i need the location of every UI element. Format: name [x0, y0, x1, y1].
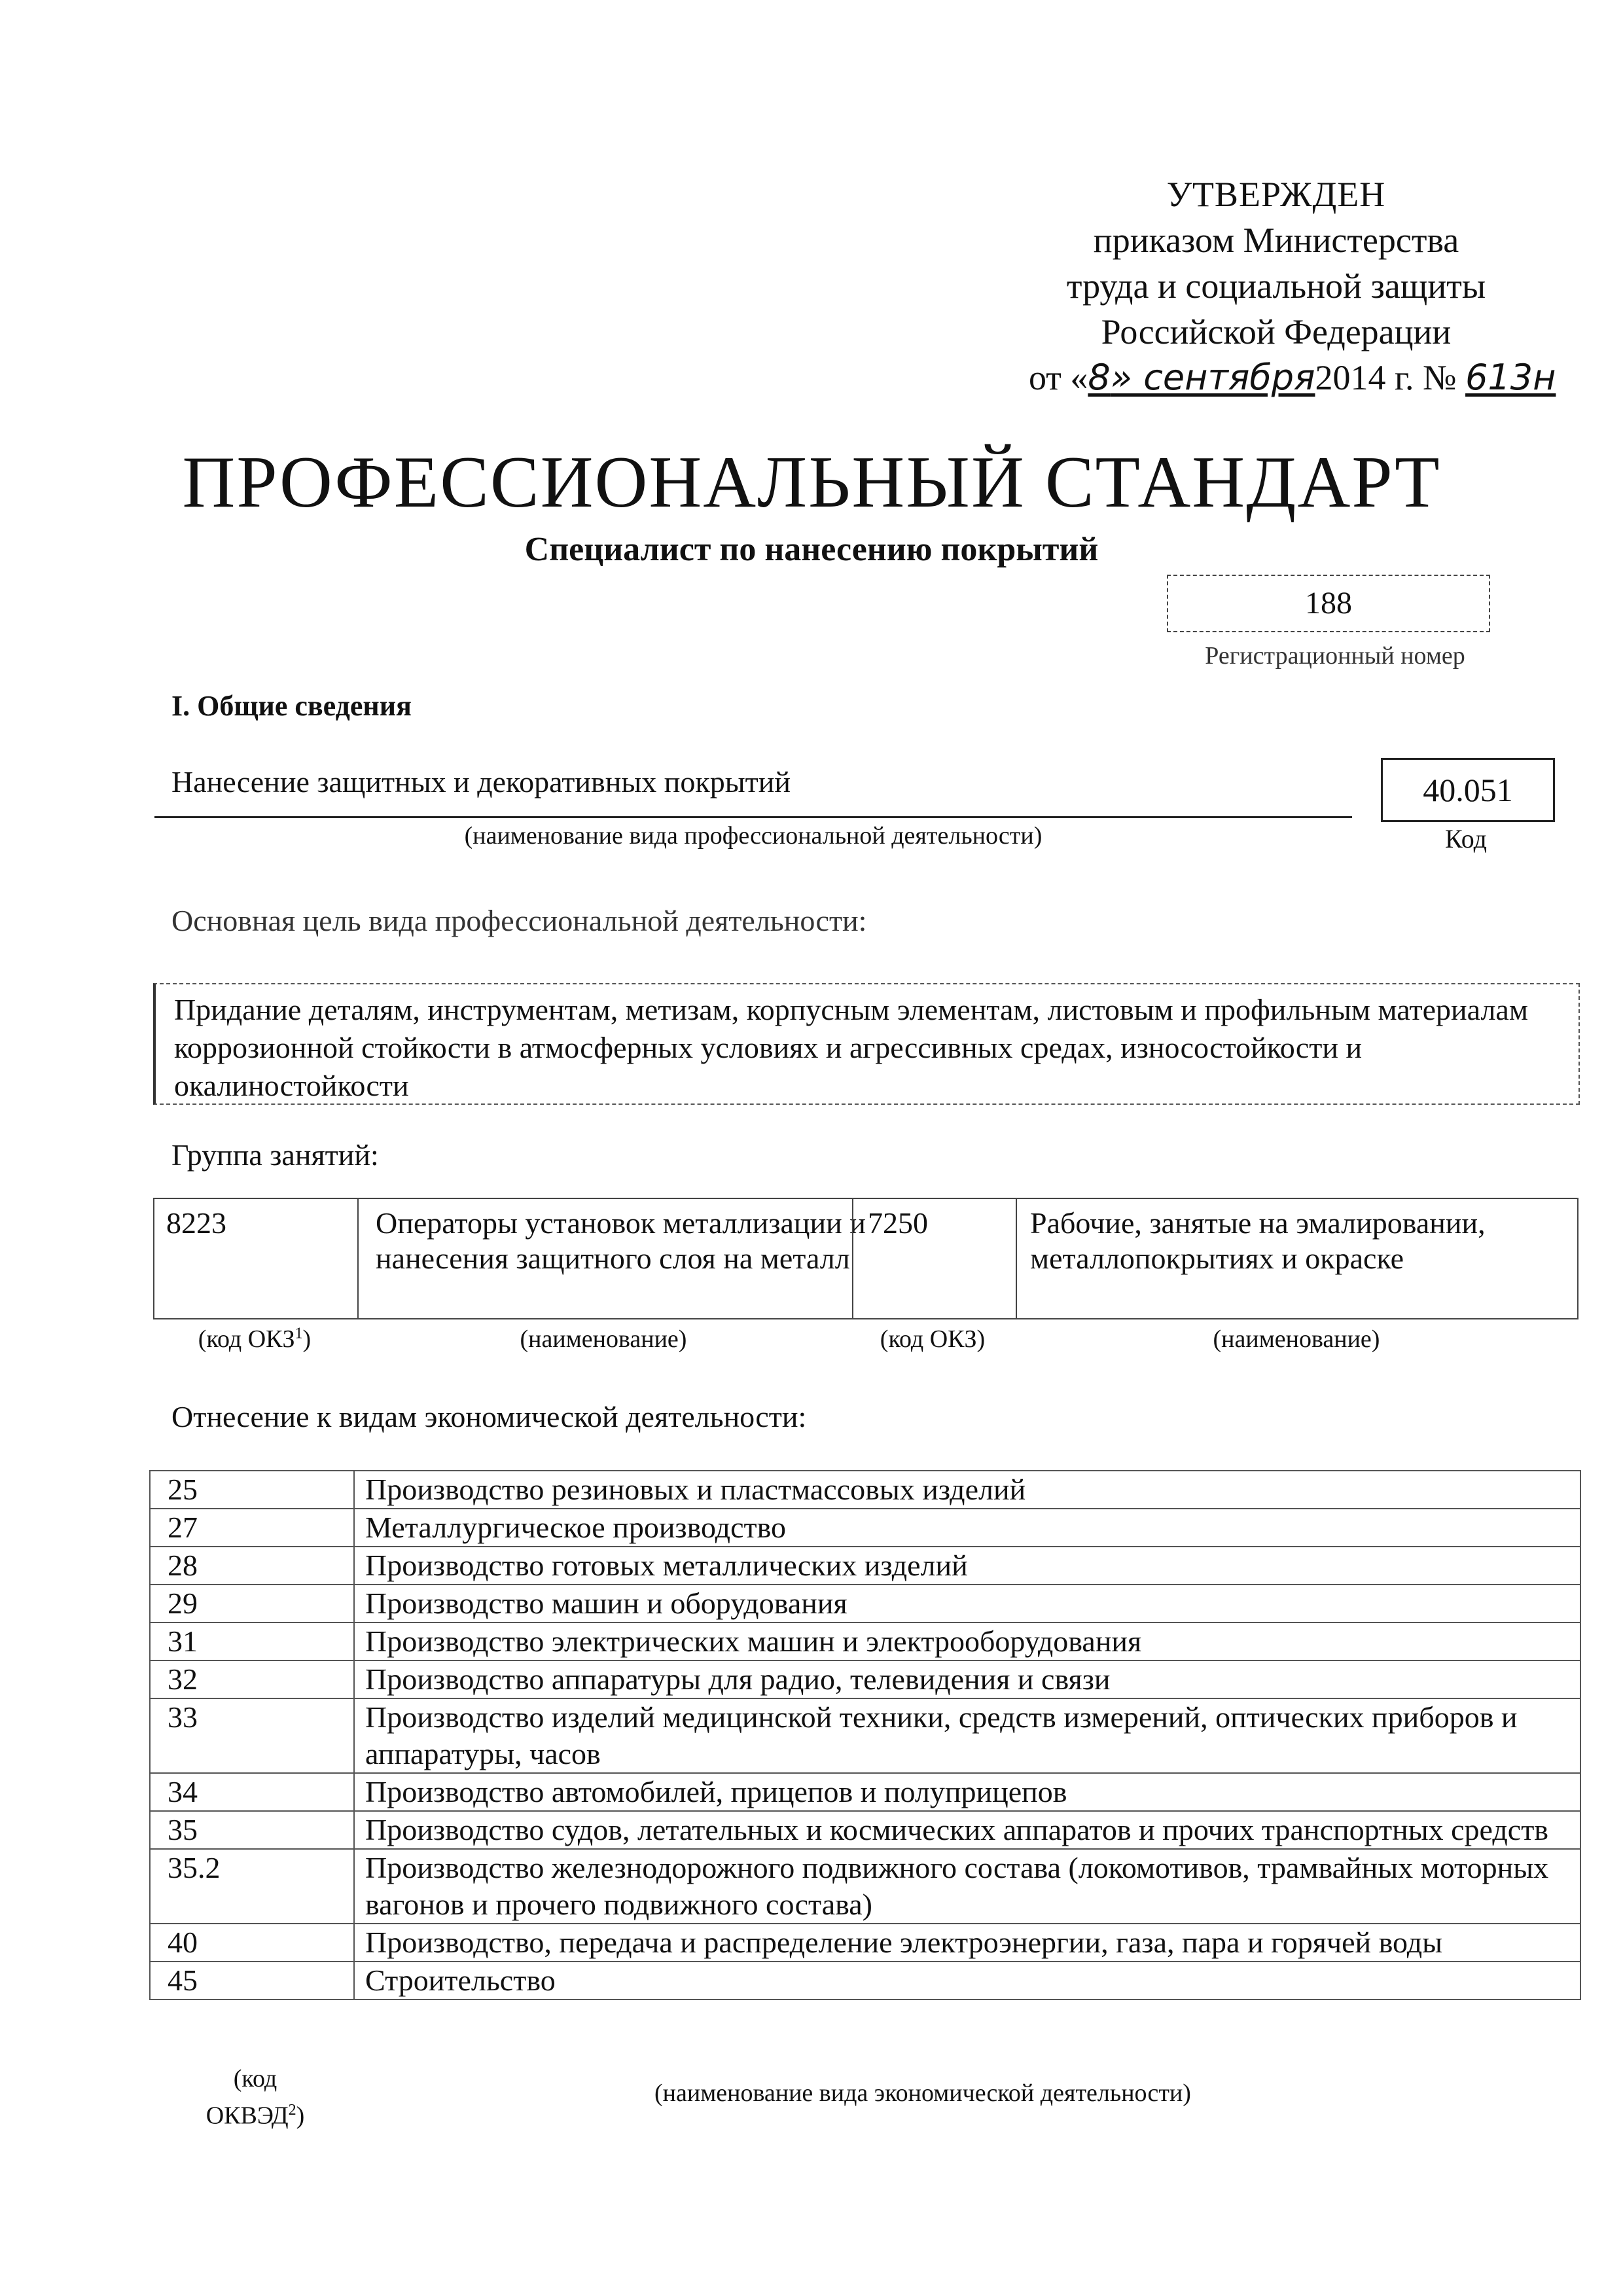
- okved-code: 29: [150, 1585, 354, 1623]
- okved-row: [150, 1623, 1580, 1660]
- okved-name: Производство аппаратуры для радио, телевидения и связи: [354, 1660, 1580, 1698]
- okved-row: [150, 1471, 1580, 1509]
- handwritten-order-number: 613н: [1465, 357, 1556, 398]
- okved-name: Производство резиновых и пластмассовых изделий: [354, 1471, 1580, 1509]
- document-subtitle: Специалист по нанесению покрытий: [524, 531, 1099, 568]
- activity-code-box: 40.051: [1381, 758, 1555, 822]
- okz-code-2: 7250: [852, 1199, 1016, 1318]
- okved-row: [150, 1773, 1580, 1811]
- okved-code: 45: [150, 1962, 354, 2000]
- okved-code: 35.2: [150, 1849, 354, 1924]
- caption-okz-name-2: (наименование): [1213, 1325, 1380, 1353]
- okved-name: Производство, передача и распределение электроэнергии, газа, пара и горячей воды: [354, 1924, 1580, 1962]
- activity-caption: (наименование вида профессиональной деятельности): [464, 822, 1043, 850]
- okved-row: [150, 1585, 1580, 1623]
- goal-text-box: Придание деталям, инструментам, метизам, корпусным элементам, листовым и профильным материалам коррозионной стойкости в атмосферных условиях и агрессивных средах, износостойкости и окалиностойкости: [153, 983, 1580, 1105]
- registration-number-label: Регистрационный номер: [1205, 642, 1465, 670]
- approval-line-country: Российской Федерации: [1101, 312, 1452, 351]
- okved-row: [150, 1924, 1580, 1962]
- okved-row: [150, 1962, 1580, 2000]
- activity-underline: [154, 816, 1352, 818]
- okved-code: 40: [150, 1924, 354, 1962]
- okved-code: 31: [150, 1623, 354, 1660]
- date-prefix: от «: [1029, 358, 1088, 397]
- okved-name: Производство готовых металлических изделий: [354, 1547, 1580, 1585]
- okved-name: Производство автомобилей, прицепов и полуприцепов: [354, 1773, 1580, 1811]
- occupation-group-label: Группа занятий:: [171, 1138, 379, 1172]
- okved-code: 25: [150, 1471, 354, 1509]
- okved-label: Отнесение к видам экономической деятельности:: [171, 1400, 807, 1433]
- okved-row: [150, 1509, 1580, 1547]
- handwritten-month: » сентября: [1110, 357, 1315, 398]
- okved-table: [149, 1470, 1581, 2000]
- okved-row: [150, 1660, 1580, 1698]
- okved-name: Производство железнодорожного подвижного состава (локомотивов, трамвайных моторных вагонов и прочего подвижного состава): [354, 1849, 1580, 1924]
- occupation-group-table: [153, 1198, 1578, 1319]
- okved-code: 35: [150, 1811, 354, 1849]
- caption-okz-code-2: (код ОКЗ): [880, 1325, 986, 1353]
- okved-name: Металлургическое производство: [354, 1509, 1580, 1547]
- okved-name: Строительство: [354, 1962, 1580, 2000]
- caption-okz-code-1: (код ОКЗ$^1$): [198, 1325, 312, 1353]
- okz-name-2: Рабочие, занятые на эмалировании, металлопокрытиях и окраске: [1016, 1199, 1578, 1318]
- okved-code: 32: [150, 1660, 354, 1698]
- document-title: ПРОФЕССИОНАЛЬНЫЙ СТАНДАРТ: [182, 442, 1441, 523]
- handwritten-day: 8: [1088, 357, 1111, 398]
- approval-block: [982, 171, 1571, 401]
- okved-code: 28: [150, 1547, 354, 1585]
- date-year: 2014 г. №: [1315, 358, 1457, 397]
- activity-name: Нанесение защитных и декоративных покрытий: [171, 765, 791, 798]
- okved-name: Производство машин и оборудования: [354, 1585, 1580, 1623]
- caption-okved-code: (код ОКВЭД$^2$): [205, 2065, 305, 2130]
- okved-name: Производство изделий медицинской техники, средств измерений, оптических приборов и аппаратуры, часов: [354, 1698, 1580, 1773]
- caption-okved-name: (наименование вида экономической деятельности): [654, 2079, 1191, 2107]
- okved-row: [150, 1849, 1580, 1924]
- okved-row: [150, 1698, 1580, 1773]
- okved-row: [150, 1811, 1580, 1849]
- okved-name: Производство судов, летательных и космических аппаратов и прочих транспортных средств: [354, 1811, 1580, 1849]
- approval-line-order: приказом Министерства: [1093, 221, 1459, 260]
- approval-line-ministry: труда и социальной защиты: [1066, 266, 1486, 306]
- okved-code: 27: [150, 1509, 354, 1547]
- okved-code: 33: [150, 1698, 354, 1773]
- approval-title: УТВЕРЖДЕН: [1166, 175, 1386, 214]
- goal-label: Основная цель вида профессиональной деятельности:: [171, 904, 867, 937]
- okved-row: [150, 1547, 1580, 1585]
- okved-code: 34: [150, 1773, 354, 1811]
- approval-date-line: [982, 355, 1571, 401]
- okz-name-1: Операторы установок металлизации и нанесения защитного слоя на металл: [357, 1199, 1005, 1318]
- caption-okz-name-1: (наименование): [520, 1325, 687, 1353]
- section-heading: I. Общие сведения: [171, 690, 412, 722]
- okved-name: Производство электрических машин и электрооборудования: [354, 1623, 1580, 1660]
- registration-number-box: 188: [1167, 575, 1490, 632]
- okz-code-1: 8223: [166, 1206, 226, 1240]
- activity-code-label: Код: [1445, 824, 1487, 853]
